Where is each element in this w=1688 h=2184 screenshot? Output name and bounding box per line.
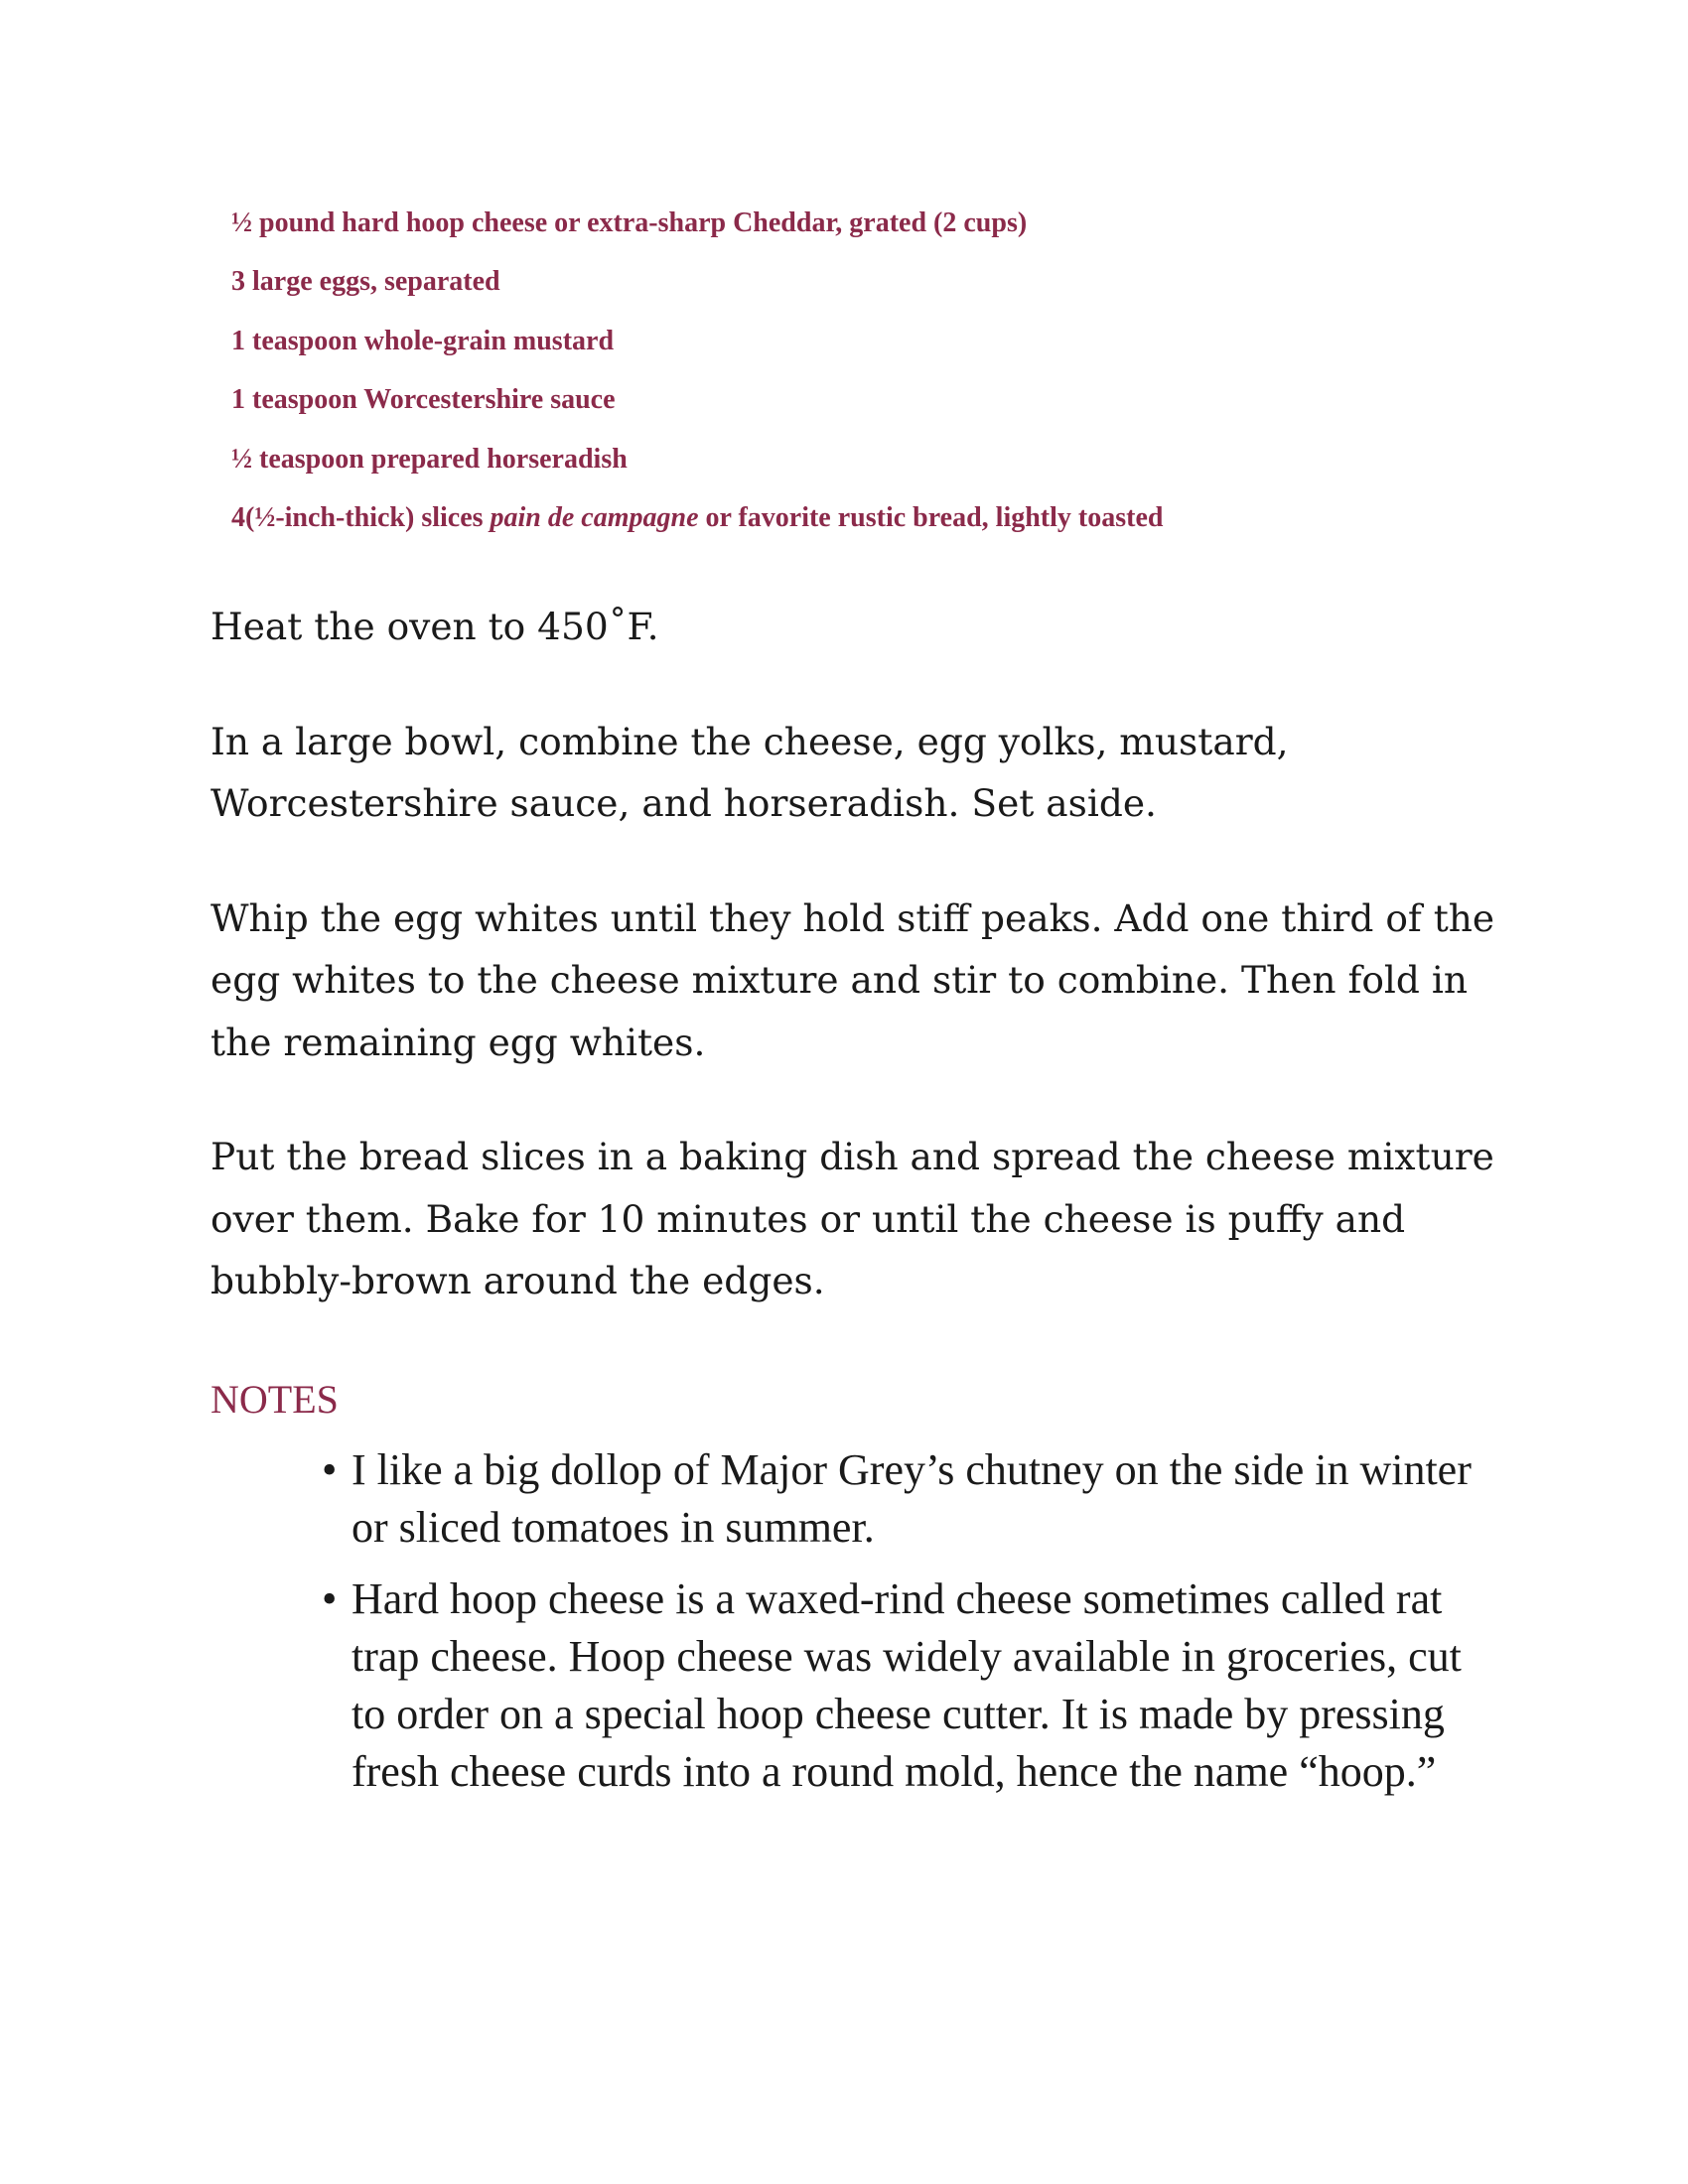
notes-heading: NOTES [211,1377,339,1422]
note-text: I like a big dollop of Major Grey’s chutney on the side in winter or sliced tomatoes in summer. [352,1445,1472,1552]
method-step: Heat the oven to 450˚F. [211,605,659,648]
ingredient-italic-text: pain de campagne [490,501,699,533]
ingredient-item [231,491,1502,550]
ingredient-item: 1 teaspoon Worcestershire sauce [231,384,616,416]
note-text: Hard hoop cheese is a waxed-rind cheese sometimes called rat trap cheese. Hoop cheese was widely available in groceries, cut to order on a special hoop cheese cutter. It is made by pressing fresh cheese curds into a round mold, hence the name “hoop.” [352,1574,1462,1796]
notes-list [211,1441,1501,1801]
notes-section [211,1370,1501,1815]
method-step: Whip the egg whites until they hold stiff peaks. Add one third of the egg whites to the cheese mixture and stir to combine. Then fold in the remaining egg whites. [211,895,1495,1064]
ingredient-item: 3 large eggs, separated [231,266,500,298]
ingredient-item: ½ teaspoon prepared horseradish [231,443,628,475]
note-item [322,1441,1501,1557]
ingredient-text: or favorite rustic bread, lightly toasted [698,501,1164,533]
note-item [322,1570,1501,1801]
ingredient-item: ½ pound hard hoop cheese or extra-sharp Cheddar, grated (2 cups) [231,207,1028,238]
ingredient-text: 4(½-inch-thick) slices [231,501,491,533]
method-step: Put the bread slices in a baking dish and spread the cheese mixture over them. Bake for 10 minutes or until the cheese is puffy and bubbly-brown around the edges. [211,1135,1494,1302]
method-step: In a large bowl, combine the cheese, egg yolks, mustard, Worcestershire sauce, and horseradish. Set aside. [211,719,1289,825]
bullet-icon: • [322,1574,338,1623]
ingredient-item: 1 teaspoon whole-grain mustard [231,325,615,356]
method-steps [211,596,1501,1365]
bullet-icon: • [322,1445,338,1494]
ingredient-list [231,197,1502,550]
